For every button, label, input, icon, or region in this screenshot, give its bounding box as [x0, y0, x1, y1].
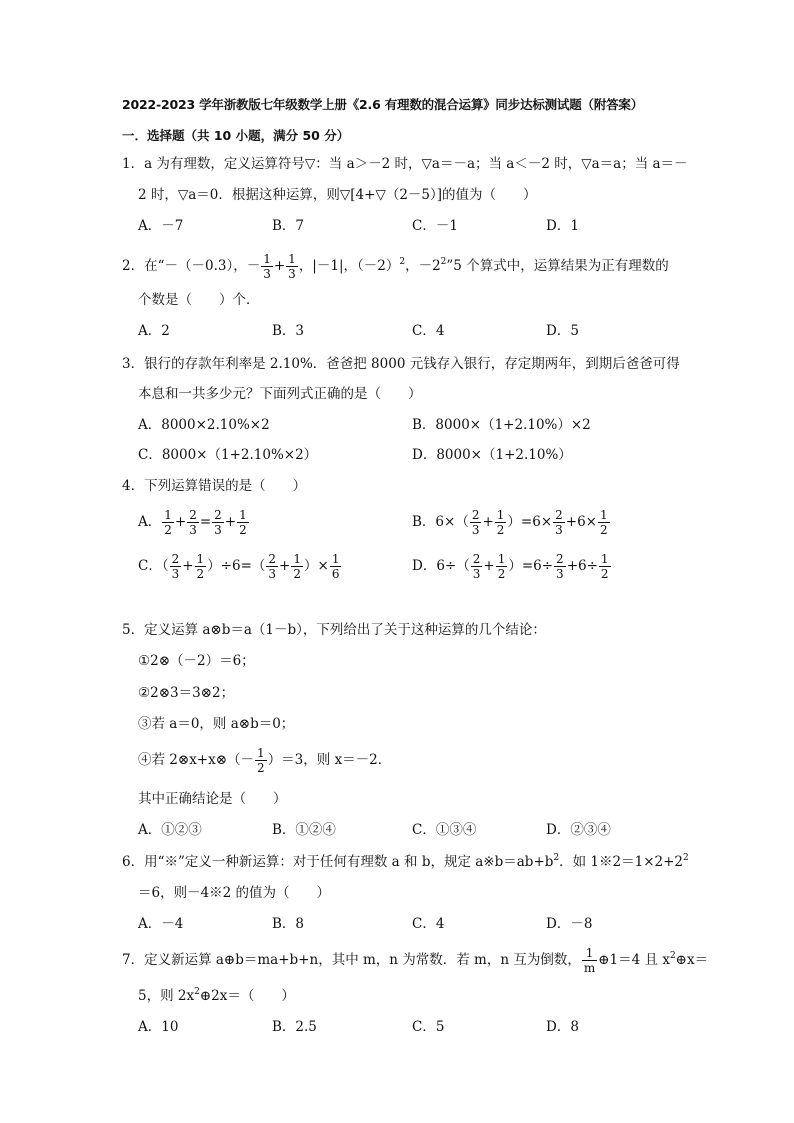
- question-3-option-d: D．8000×（1+2.10%）: [412, 447, 572, 463]
- question-7-option-a: A．10: [138, 1019, 179, 1035]
- question-5-option-d: D．②③④: [546, 822, 611, 838]
- question-4-option-a: A． $\frac{1}{2}$ + $\frac{2}{3}$ = $\frac{2}{3}$ + $\frac{1}{2}$: [138, 508, 247, 537]
- question-5-statement-3: ③若 a＝0，则 a⊗b＝0；: [138, 716, 295, 732]
- question-4-option-d: D．6÷（ $\frac{2}{3}$ + $\frac{1}{2}$ ）=6÷ $\frac{2}{3}$ +6÷ $\frac{1}{2}$: [412, 552, 609, 581]
- question-2-option-d: D．5: [546, 323, 579, 339]
- question-4-option-b: B．6×（ $\frac{2}{3}$ + $\frac{1}{2}$ ）=6× $\frac{2}{3}$ +6× $\frac{1}{2}$: [412, 508, 608, 537]
- question-2-option-a: A．2: [138, 323, 170, 339]
- question-5-statement-1: ①2⊗（－2）＝6；: [138, 653, 255, 669]
- question-1-line-2: 2 时，▽a＝0．根据这种运算，则▽[4+▽（2－5）]的值为（ ）: [138, 187, 537, 203]
- question-3-line-1: 3．银行的存款年利率是 2.10%．爸爸把 8000 元钱存入银行，存定期两年，到期后爸爸可得: [122, 356, 680, 372]
- question-1-option-d: D．1: [546, 218, 579, 234]
- question-4-stem: 4．下列运算错误的是（ ）: [122, 478, 307, 494]
- question-6-line-2: ＝6，则－4※2 的值为（ ）: [138, 885, 331, 901]
- question-2-line-2: 个数是（ ）个．: [138, 292, 260, 308]
- question-7-option-c: C．5: [412, 1019, 445, 1035]
- question-7-option-d: D．8: [546, 1019, 579, 1035]
- question-2-option-b: B．3: [272, 323, 305, 339]
- question-1-option-b: B．7: [272, 218, 305, 234]
- question-7-line-1: 7．定义新运算 a⊕b＝ma+b+n，其中 m，n 为常数．若 m，n 互为倒数， $\frac{1}{m}$ ⊕1＝4 且 $x^2\oplus x=$: [122, 946, 709, 975]
- question-1-line-1: 1．a 为有理数，定义运算符号▽：当 a＞－2 时，▽a＝－a；当 a＜－2 时，▽a＝a；当 a＝－: [122, 156, 688, 172]
- section-heading: 一．选择题（共 10 小题，满分 50 分）: [122, 128, 350, 143]
- question-6-option-c: C．4: [412, 916, 445, 932]
- question-5-option-a: A．①②③: [138, 822, 202, 838]
- question-3-option-b: B．8000×（1+2.10%）×2: [412, 417, 591, 433]
- question-5-stem: 5．定义运算 a⊗b＝a（1－b），下列给出了关于这种运算的几个结论：: [122, 622, 546, 638]
- question-6-option-d: D．－8: [546, 916, 593, 932]
- question-5-statement-2: ②2⊗3＝3⊗2；: [138, 685, 235, 701]
- question-5-option-b: B．①②④: [272, 822, 336, 838]
- question-5-statement-4: ④若 2⊗x+x⊗（－ $\frac{1}{2}$ ）＝3，则 x＝－2．: [138, 746, 392, 775]
- question-3-line-2: 本息和一共多少元？下面列式正确的是（ ）: [138, 386, 422, 402]
- question-3-option-c: C．8000×（1+2.10%×2）: [138, 447, 318, 463]
- question-5-option-c: C．①③④: [412, 822, 477, 838]
- question-5-prompt: 其中正确结论是（ ）: [138, 791, 287, 807]
- question-3-option-a: A．8000×2.10%×2: [138, 417, 270, 433]
- question-6-option-a: A．－4: [138, 916, 184, 932]
- question-6-line-1: 6．用“※”定义一种新运算：对于任何有理数 a 和 b，规定 $a※b=ab+b^2$．如 $1※2=1\times 2+2^2$: [122, 853, 689, 870]
- question-1-option-a: A．－7: [138, 218, 184, 234]
- question-6-option-b: B．8: [272, 916, 305, 932]
- question-2-option-c: C．4: [412, 323, 445, 339]
- question-2-line-1: 2．在“－（－0.3），－ $\frac{1}{3}$ + $\frac{1}{3}$ ，|－1|，$(-2)^2$，$-2^2”5$ 个算式中，运算结果为正有理数的: [122, 252, 669, 281]
- document-title: 2022-2023 学年浙教版七年级数学上册《2.6 有理数的混合运算》同步达标测试题（附答案）: [122, 97, 644, 112]
- fraction: $\frac{1}{3}$: [288, 252, 296, 281]
- question-7-line-2: 5，则 $2x^2\oplus 2x=$（ ）: [138, 987, 295, 1004]
- question-4-option-c: C．（ $\frac{2}{3}$ + $\frac{1}{2}$ ）÷6=（ $\frac{2}{3}$ + $\frac{1}{2}$ ）× $\frac{1}{6}$: [138, 552, 340, 581]
- question-1-option-c: C．－1: [412, 218, 458, 234]
- question-7-option-b: B．2.5: [272, 1019, 317, 1035]
- fraction: $\frac{1}{3}$: [263, 252, 271, 281]
